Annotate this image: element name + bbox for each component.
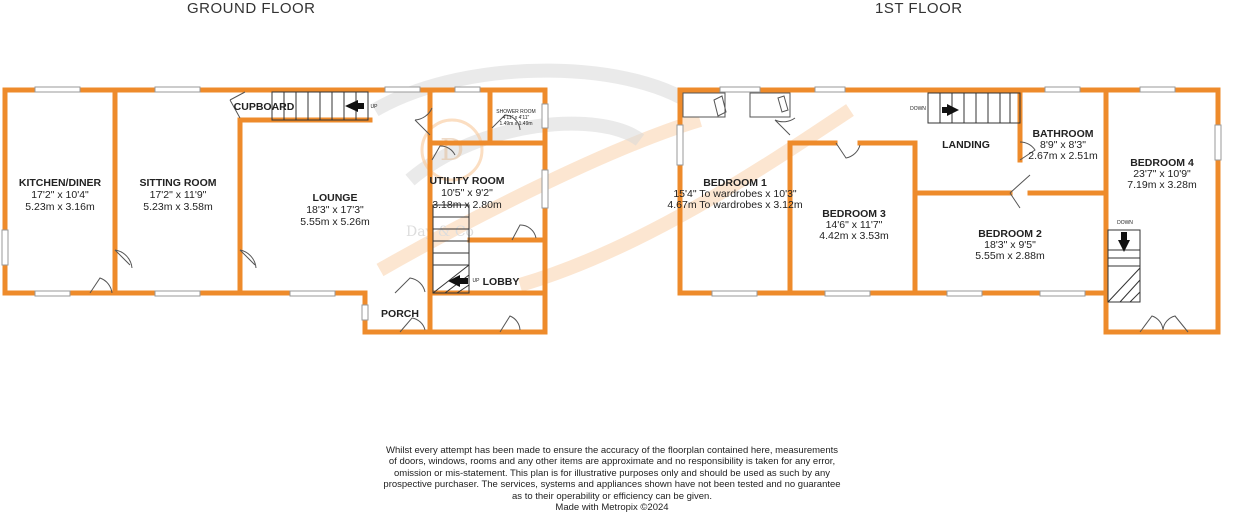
ground-floor-title: GROUND FLOOR [187,0,316,17]
room-name: PORCH [381,308,419,320]
window [1215,125,1221,160]
window [362,305,368,320]
staircase-first [910,93,1020,123]
room-metric: 1.49m x 1.49m [499,121,533,127]
first-floor-title: 1ST FLOOR [875,0,963,17]
staircase-bedroom4 [1108,220,1140,302]
stair-arrow-icon [448,275,468,287]
room-name: BATHROOM [1032,128,1094,140]
window [455,87,480,92]
door [115,250,132,268]
room-metric: 5.55m x 2.88m [975,250,1045,262]
room-metric: 5.23m x 3.16m [25,201,95,213]
room-imperial: 14'6" x 11'7" [825,219,883,231]
window [385,87,420,92]
watermark-text: Day & Co [406,224,474,240]
window [290,291,335,296]
room-imperial: 18'3" x 9'5" [984,239,1036,251]
room-metric: 4.67m To wardrobes x 3.12m [667,199,803,211]
door [775,118,795,135]
room-metric: 5.23m x 3.58m [143,201,213,213]
disclaimer-line: Whilst every attempt has been made to ensure the accuracy of the floorplan contained here, measurements [385,445,839,456]
room-imperial: 10'5" x 9'2" [441,187,493,199]
svg-text:D: D [439,133,465,168]
room-metric: 4.42m x 3.53m [819,230,889,242]
window [677,125,683,165]
window [35,291,70,296]
room-imperial: 18'3" x 17'3" [306,204,364,216]
room-imperial: 23'7" x 10'9" [1133,168,1191,180]
room-name: BEDROOM 2 [978,228,1042,240]
room-metric: 3.18m x 2.80m [432,199,502,211]
window [815,87,845,92]
stair-down-label: DOWN [1117,220,1133,226]
window [542,104,548,128]
room-imperial: 17'2" x 10'4" [31,189,89,201]
stair-up-label: UP [472,278,480,284]
disclaimer-line: as to their operability or efficiency can be given. [512,490,712,502]
stair-arrow-icon [1118,232,1130,252]
window [1040,291,1085,296]
window [947,291,982,296]
stair-up-label: UP [370,104,378,110]
room-name: LOBBY [482,276,520,288]
window [2,230,8,265]
window [155,87,200,92]
window [1140,87,1175,92]
disclaimer-line: of doors, windows, rooms and any other items are approximate and no responsibility is taken for any error, [388,456,836,468]
door [836,143,860,158]
room-name: BEDROOM 4 [1130,157,1194,169]
room-name: BEDROOM 1 [703,177,767,189]
room-metric: 2.67m x 2.51m [1028,150,1098,162]
door [395,278,425,293]
window [712,291,757,296]
stair-arrow-icon [345,100,364,112]
window [1045,87,1080,92]
room-imperial: 15'4" To wardrobes x 10'3" [673,188,797,200]
disclaimer-line: prospective purchaser. The services, systems and appliances shown have not been tested and no guarantee [383,479,841,491]
room-name: UTILITY ROOM [429,175,505,187]
disclaimer-line: omission or mis-statement. This plan is for illustrative purposes only and should be used as such by any [394,467,830,479]
first-floor [667,87,1221,332]
room-imperial: 17'2" x 11'9" [149,189,207,201]
room-imperial: 4'11" x 4'11" [502,115,530,121]
room-name: BEDROOM 3 [822,208,886,220]
room-metric: 7.19m x 3.28m [1127,179,1197,191]
room-name: CUPBOARD [233,101,295,113]
room-imperial: 8'9" x 8'3" [1040,139,1086,151]
door [1010,175,1030,208]
window [720,87,760,92]
room-name: LOUNGE [312,192,358,204]
room-name: LANDING [942,139,990,151]
credit: Made with Metropix ©2024 [555,502,669,513]
stair-down-label: DOWN [910,106,926,112]
window [155,291,200,296]
window [35,87,80,92]
window [542,170,548,208]
disclaimer [362,445,862,513]
window [825,291,870,296]
room-name: SITTING ROOM [139,177,217,189]
room-name: KITCHEN/DINER [18,177,102,189]
stair-arrow-icon [942,104,959,116]
wardrobe [683,93,725,117]
room-metric: 5.55m x 5.26m [300,216,370,228]
room-name: SHOWER ROOM [496,109,536,115]
